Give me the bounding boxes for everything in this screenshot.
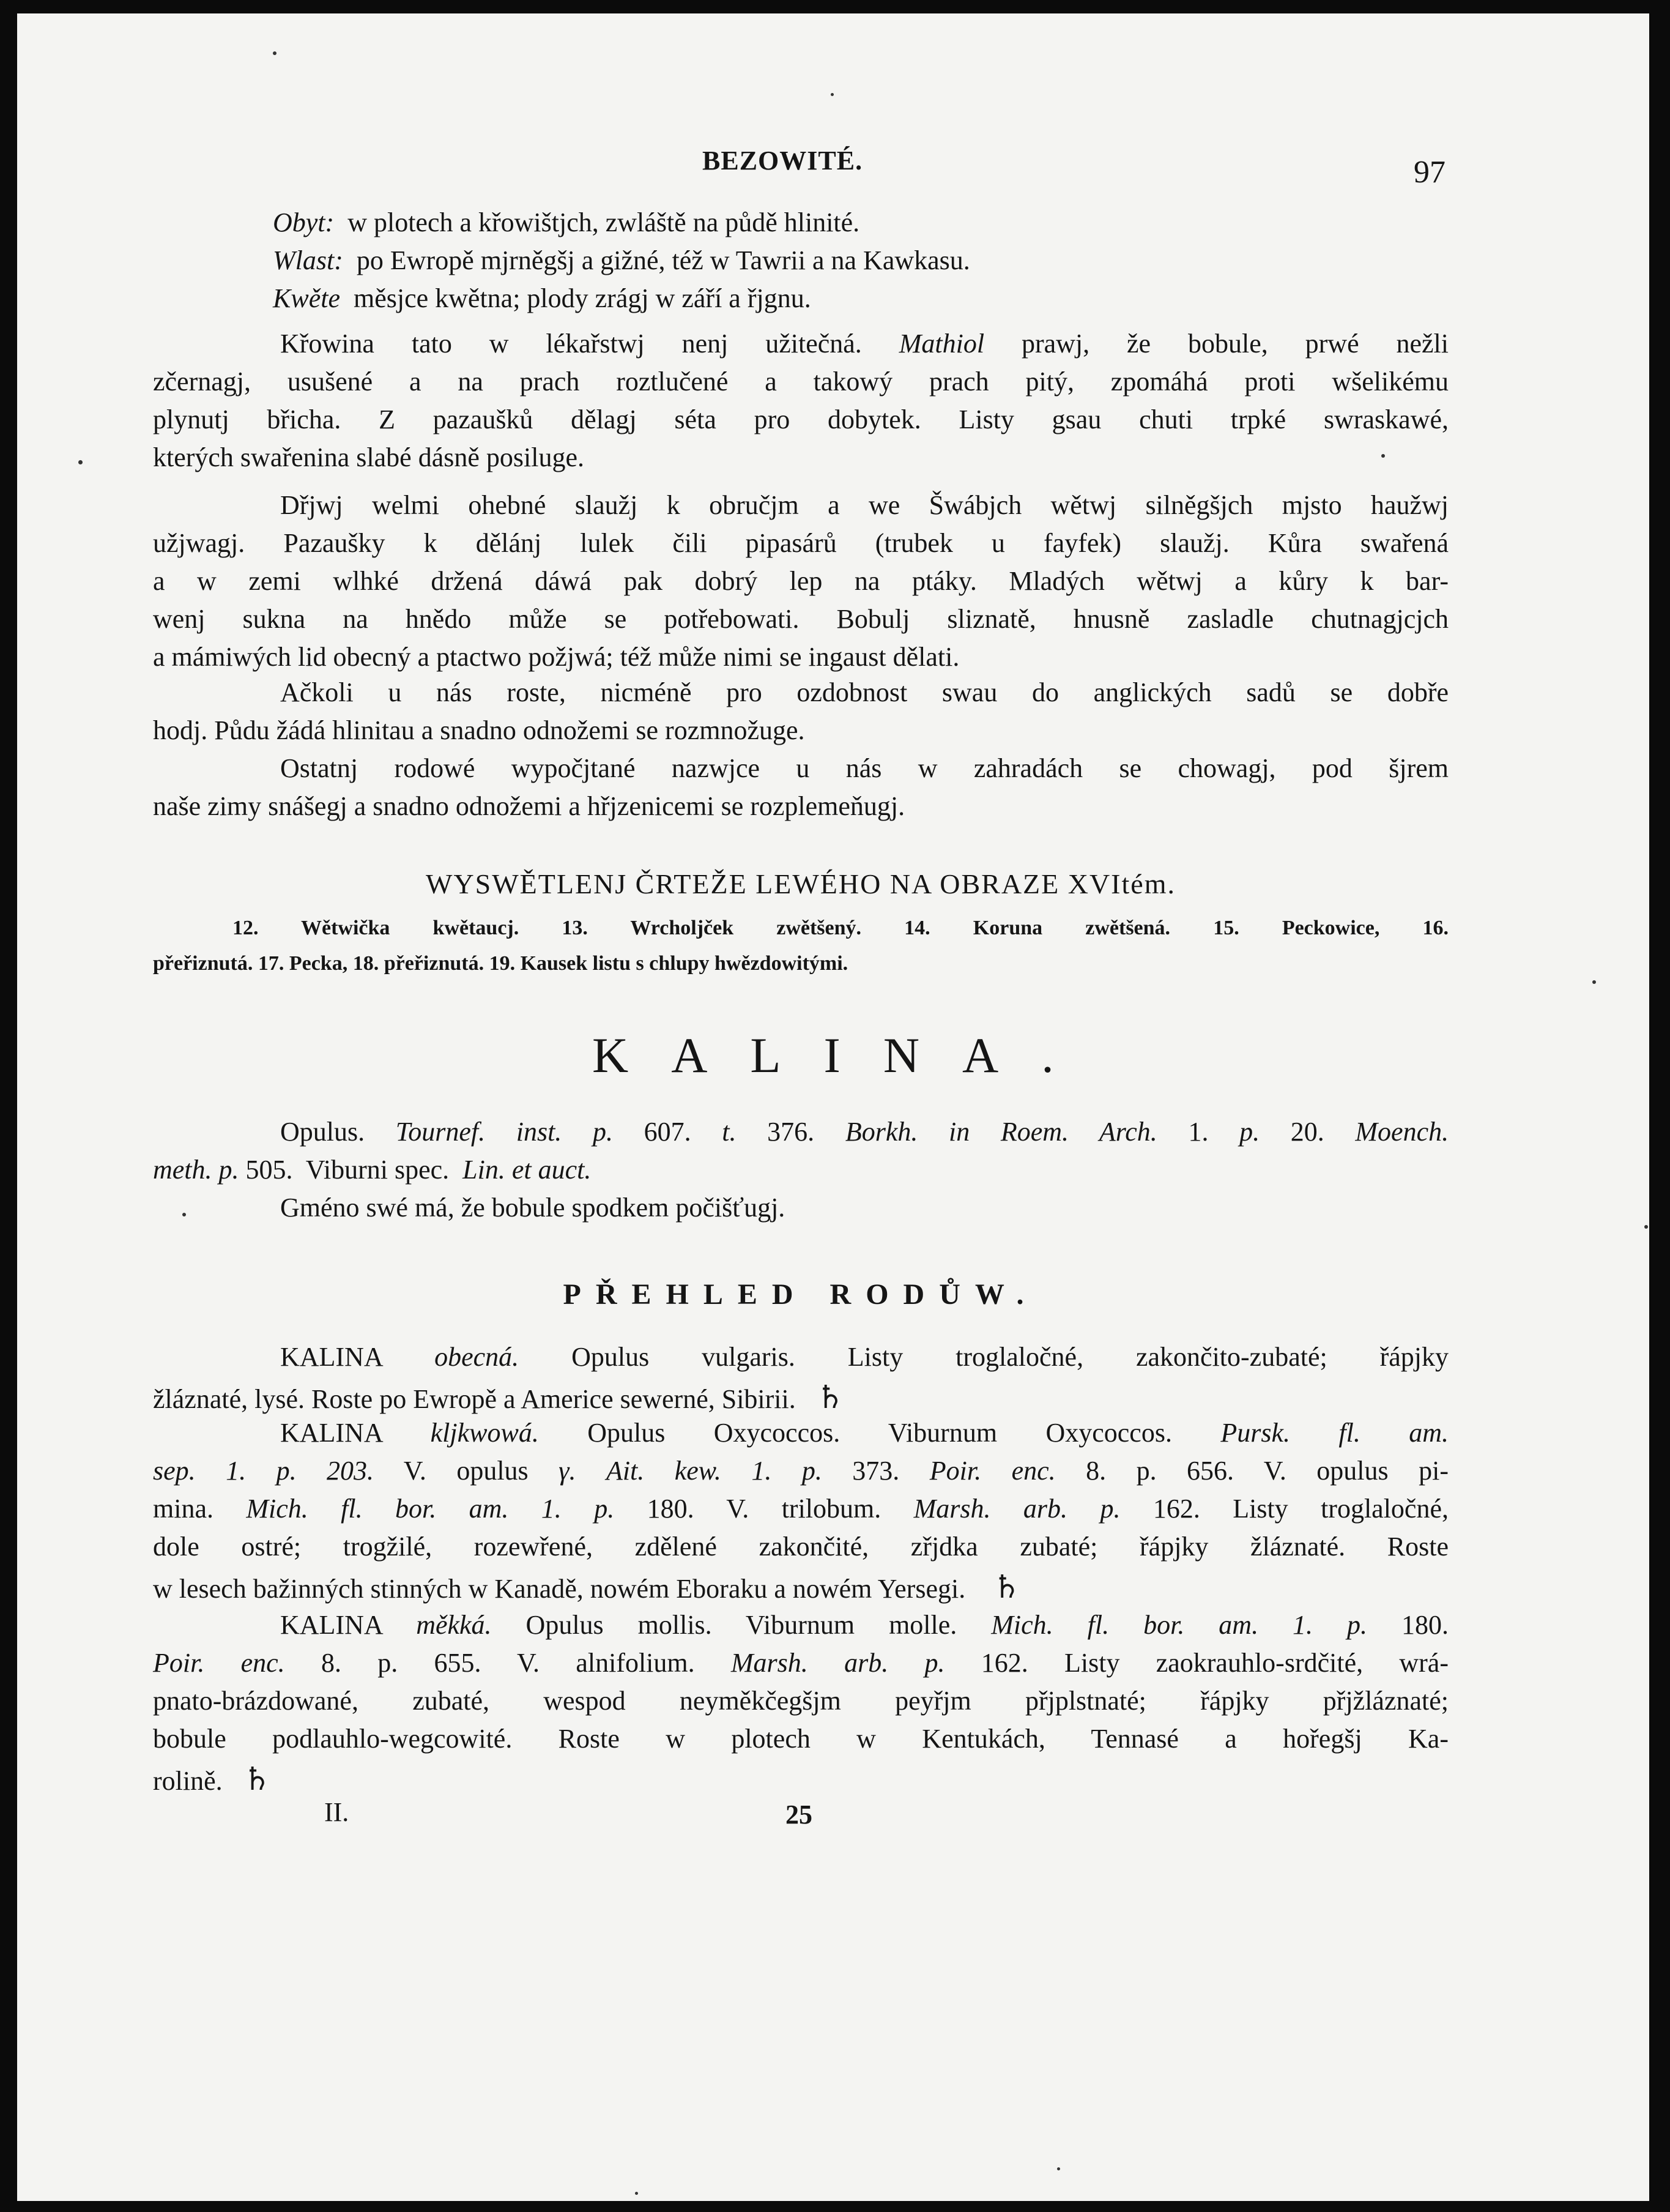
plate-legend-line-1: 12. Wětwička kwětaucj. 13. Wrcholjček zwětšený. 14. Koruna zwětšená. 15. Peckowice, 16.: [232, 917, 1449, 939]
species2-line-2: sep. 1. p. 203. V. opulus γ. Ait. kew. 1. p. 373. Poir. enc. 8. p. 656. V. opulus pi-: [153, 1456, 1449, 1486]
para2-line-5: a mámiwých lid obecný a ptactwo požjwá; též může nimi se ingaust dělati.: [153, 642, 960, 672]
running-head: BEZOWITÉ.: [702, 146, 863, 176]
species2-line-4: dole ostré; trogžilé, rozewřené, zdělené zakončité, zřjdka zubaté; řápjky žláznaté. Roste: [153, 1532, 1449, 1562]
habitat-line-1: Obyt: w plotech a křowištjch, zwláště na půdě hlinité.: [273, 207, 860, 237]
para2-line-2: užjwagj. Pazaušky k dělánj lulek čili pipasárů (trubek u fayfek) slaužj. Kůra swařená: [153, 528, 1449, 558]
overview-heading: PŘEHLED RODŮW.: [563, 1278, 1039, 1311]
species3-line-4: bobule podlauhlo-wegcowité. Roste w plotech w Kentukách, Tennasé a hořegšj Ka-: [153, 1724, 1449, 1754]
species3-line-3: pnato-brázdowané, zubaté, wespod neyměkčegšjm peyřjm přjplstnaté; řápjky přjžláznaté;: [153, 1686, 1449, 1716]
para2-line-1: Dřjwj welmi ohebné slaužj k obručjm a we Šwábjch wětwj silněgšjch mjsto haužwj: [280, 490, 1449, 520]
para1-line-4: kterých swařenina slabé dásně posiluge.: [153, 442, 584, 472]
genus-etymology: Gméno swé má, že bobule spodkem počišťugj.: [280, 1193, 785, 1223]
genus-title: KALINA.: [592, 1027, 1097, 1083]
para1-line-3: plynutj břicha. Z pazaušků dělagj séta pro dobytek. Listy gsau chuti trpké swraskawé,: [153, 404, 1449, 434]
species2-line-3: mina. Mich. fl. bor. am. 1. p. 180. V. trilobum. Marsh. arb. p. 162. Listy troglaločné,: [153, 1494, 1449, 1524]
species3-line-2: Poir. enc. 8. p. 655. V. alnifolium. Marsh. arb. p. 162. Listy zaokrauhlo-srdčité, wrá-: [153, 1648, 1449, 1678]
saturn-symbol-icon: ♄: [242, 1761, 272, 1798]
species3-line-5: rolině. ♄: [153, 1761, 272, 1798]
genus-synonyms-line-1: Opulus. Tournef. inst. p. 607. t. 376. Borkh. in Roem. Arch. 1. p. 20. Moench.: [280, 1117, 1449, 1147]
para3-line-2: hodj. Půdu žádá hlinitau a snadno odnožemi se rozmnožuge.: [153, 715, 805, 745]
para1-line-2: zčernagj, usušené a na prach roztlučené a takowý prach pitý, zpomáhá proti wšelikému: [153, 367, 1449, 397]
saturn-symbol-icon: ♄: [992, 1569, 1021, 1606]
species1-line-1: KALINA obecná. Opulus vulgaris. Listy troglaločné, zakončito-zubaté; řápjky: [280, 1342, 1449, 1372]
species1-line-2: žláznaté, lysé. Roste po Ewropě a Americe sewerné, Sibirii. ♄: [153, 1379, 845, 1416]
volume-number: II.: [324, 1797, 349, 1827]
species2-line-1: KALINA kljkwowá. Opulus Oxycoccos. Viburnum Oxycoccos. Pursk. fl. am.: [280, 1418, 1449, 1448]
habitat-line-3: Kwěte měsjce kwětna; plody zrágj w září a řjgnu.: [273, 283, 811, 313]
page-number: 97: [1414, 155, 1445, 190]
book-page: [17, 13, 1649, 2201]
signature-mark: 25: [785, 1800, 812, 1830]
plate-heading: WYSWĚTLENJ ČRTEŽE LEWÉHO NA OBRAZE XVItém.: [426, 868, 1176, 899]
para1-line-1: Křowina tato w lékařstwj nenj užitečná. Mathiol prawj, že bobule, prwé nežli: [280, 329, 1449, 359]
para4-line-2: naše zimy snášegj a snadno odnožemi a hřjzenicemi se rozplemeňugj.: [153, 791, 905, 821]
plate-legend-line-2: přeřiznutá. 17. Pecka, 18. přeřiznutá. 19. Kausek listu s chlupy hwězdowitými.: [153, 952, 848, 975]
para3-line-1: Ačkoli u nás roste, nicméně pro ozdobnost swau do anglických sadů se dobře: [280, 677, 1449, 707]
para4-line-1: Ostatnj rodowé wypočjtané nazwjce u nás w zahradách se chowagj, pod šjrem: [280, 753, 1449, 783]
para2-line-3: a w zemi wlhké držená dáwá pak dobrý lep na ptáky. Mladých wětwj a kůry k bar-: [153, 566, 1449, 596]
habitat-line-2: Wlast: po Ewropě mjrněgšj a gižné, též w Tawrii a na Kawkasu.: [273, 245, 970, 275]
para2-line-4: wenj sukna na hnědo může se potřebowati. Bobulj sliznatě, hnusně zasladle chutnagjcjch: [153, 604, 1449, 634]
genus-synonyms-line-2: meth. p. 505. Viburni spec. Lin. et auct.: [153, 1155, 592, 1185]
species3-line-1: KALINA měkká. Opulus mollis. Viburnum molle. Mich. fl. bor. am. 1. p. 180.: [280, 1610, 1449, 1640]
saturn-symbol-icon: ♄: [815, 1379, 845, 1416]
species2-line-5: w lesech bažinných stinných w Kanadě, nowém Eboraku a nowém Yersegi. ♄: [153, 1569, 1021, 1606]
